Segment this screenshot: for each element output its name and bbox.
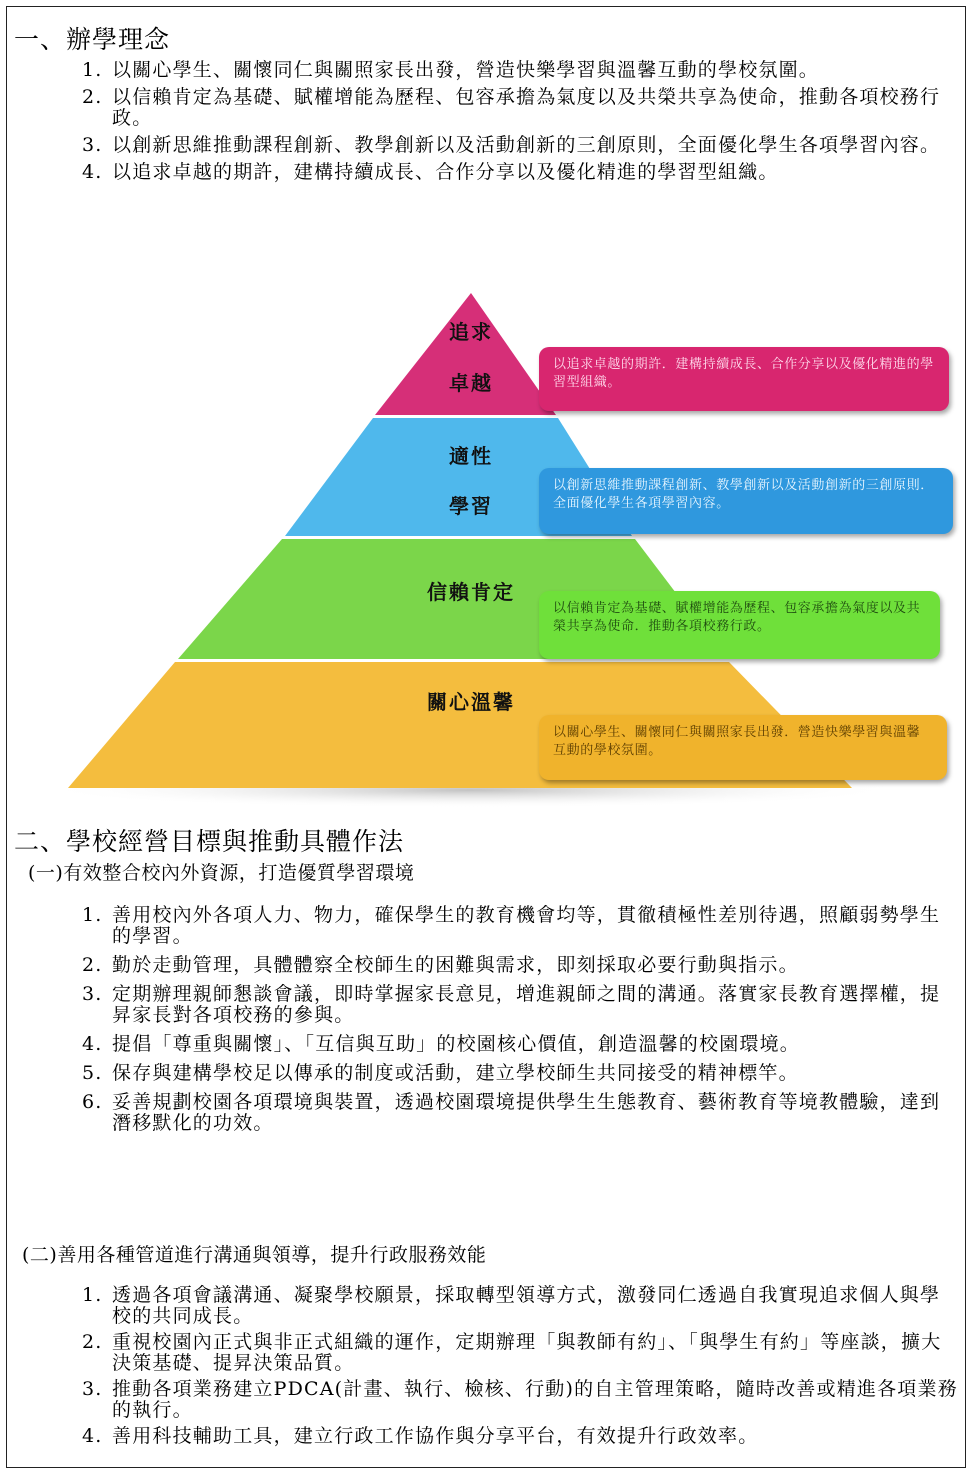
list-item: [82, 1379, 958, 1421]
list-item-number: 2.: [82, 954, 103, 976]
list-item-number: 3.: [82, 983, 103, 1005]
list-item-text: 善用科技輔助工具，建立行政工作協作與分享平台，有效提升行政效率。: [112, 1425, 759, 1447]
callout-care-warmth: 以關心學生、關懷同仁與關照家長出發．營造快樂學習與溫馨互動的學校氛圍。: [539, 715, 947, 780]
list-item-text: 以關心學生、關懷同仁與關照家長出發，營造快樂學習與溫馨互動的學校氛圍。: [112, 59, 820, 81]
list-item-number: 4.: [82, 161, 103, 183]
list-item-text: 以信賴肯定為基礎、賦權增能為歷程、包容承擔為氣度以及共榮共享為使命，推動各項校務行政。: [112, 86, 941, 129]
list-item-number: 1.: [82, 904, 103, 926]
list-item-number: 2.: [82, 1331, 103, 1353]
list-item-text: 重視校園內正式與非正式組織的運作，定期辦理「與教師有約」、「與學生有約」等座談，擴大決策基礎、提昇決策品質。: [112, 1331, 942, 1374]
callout-trust-affirmation: 以信賴肯定為基礎、賦權增能為歷程、包容承擔為氣度以及共榮共享為使命．推動各項校務行政。: [539, 591, 940, 659]
list-item-number: 6.: [82, 1091, 103, 1113]
pyramid-label-1b: 卓越: [449, 371, 493, 395]
list-item-text: 勤於走動管理，具體體察全校師生的困難與需求，即刻採取必要行動與指示。: [112, 954, 799, 976]
pyramid-label-4: 關心溫馨: [427, 690, 515, 714]
list-item: [82, 1426, 958, 1447]
list-item-number: 3.: [82, 1378, 103, 1400]
list-item-number: 1.: [82, 1284, 103, 1306]
list-item-text: 妥善規劃校園各項環境與裝置，透過校園環境提供學生生態教育、藝術教育等境教體驗，達到潛移默化的功效。: [112, 1091, 941, 1134]
list-item-text: 透過各項會議溝通、凝聚學校願景，採取轉型領導方式，激發同仁透過自我實現追求個人與學校的共同成長。: [112, 1284, 941, 1327]
list-item-text: 以創新思維推動課程創新、教學創新以及活動創新的三創原則，全面優化學生各項學習內容。: [112, 134, 941, 156]
pyramid-label-1a: 追求: [449, 320, 493, 344]
callout-pursue-excellence: 以追求卓越的期許．建構持續成長、合作分享以及優化精進的學習型組織。: [539, 347, 949, 411]
section2-sub1-title: (一)有效整合校內外資源，打造優質學習環境: [28, 862, 415, 884]
list-item-text: 保存與建構學校足以傳承的制度或活動，建立學校師生共同接受的精神標竿。: [112, 1062, 799, 1084]
pyramid-label-2a: 適性: [449, 444, 493, 468]
list-item: [82, 905, 958, 947]
list-item: [82, 955, 958, 976]
pyramid-level-top: [375, 293, 556, 415]
list-item-text: 提倡「尊重與關懷」、「互信與互助」的校園核心價值，創造溫馨的校園環境。: [112, 1033, 801, 1055]
list-item: [82, 1092, 958, 1134]
list-item-text: 善用校內外各項人力、物力，確保學生的教育機會均等，貫徹積極性差別待遇，照顧弱勢學生的學習。: [112, 904, 941, 947]
section2-title: 二、學校經營目標與推動具體作法: [14, 827, 405, 856]
section2-sub2-list: [82, 1285, 958, 1452]
list-item: [82, 1034, 958, 1055]
callout-adaptive-learning: 以創新思維推動課程創新、教學創新以及活動創新的三創原則．全面優化學生各項學習內容。: [539, 468, 953, 534]
list-item-number: 2.: [82, 86, 103, 108]
list-item-text: 定期辦理親師懇談會議，即時掌握家長意見，增進親師之間的溝通。落實家長教育選擇權，提昇家長對各項校務的參與。: [112, 983, 941, 1026]
section2-sub1-list: [82, 905, 958, 1142]
list-item-number: 1.: [82, 59, 103, 81]
list-item: [82, 1285, 958, 1327]
pyramid-label-2b: 學習: [449, 494, 493, 518]
list-item: [82, 1063, 958, 1084]
list-item: [82, 1332, 958, 1374]
list-item-text: 推動各項業務建立PDCA(計畫、執行、檢核、行動)的自主管理策略，隨時改善或精進各項業務的執行。: [112, 1378, 958, 1421]
list-item: [82, 984, 958, 1026]
section1-title: 一、辦學理念: [14, 25, 171, 54]
list-item-number: 4.: [82, 1033, 103, 1055]
list-item-number: 4.: [82, 1425, 103, 1447]
pyramid-label-3: 信賴肯定: [427, 580, 515, 604]
list-item-number: 5.: [82, 1062, 103, 1084]
section2-sub2-title: (二)善用各種管道進行溝通與領導，提升行政服務效能: [22, 1244, 487, 1266]
list-item-text: 以追求卓越的期許，建構持續成長、合作分享以及優化精進的學習型組織。: [112, 161, 779, 183]
list-item-number: 3.: [82, 134, 103, 156]
